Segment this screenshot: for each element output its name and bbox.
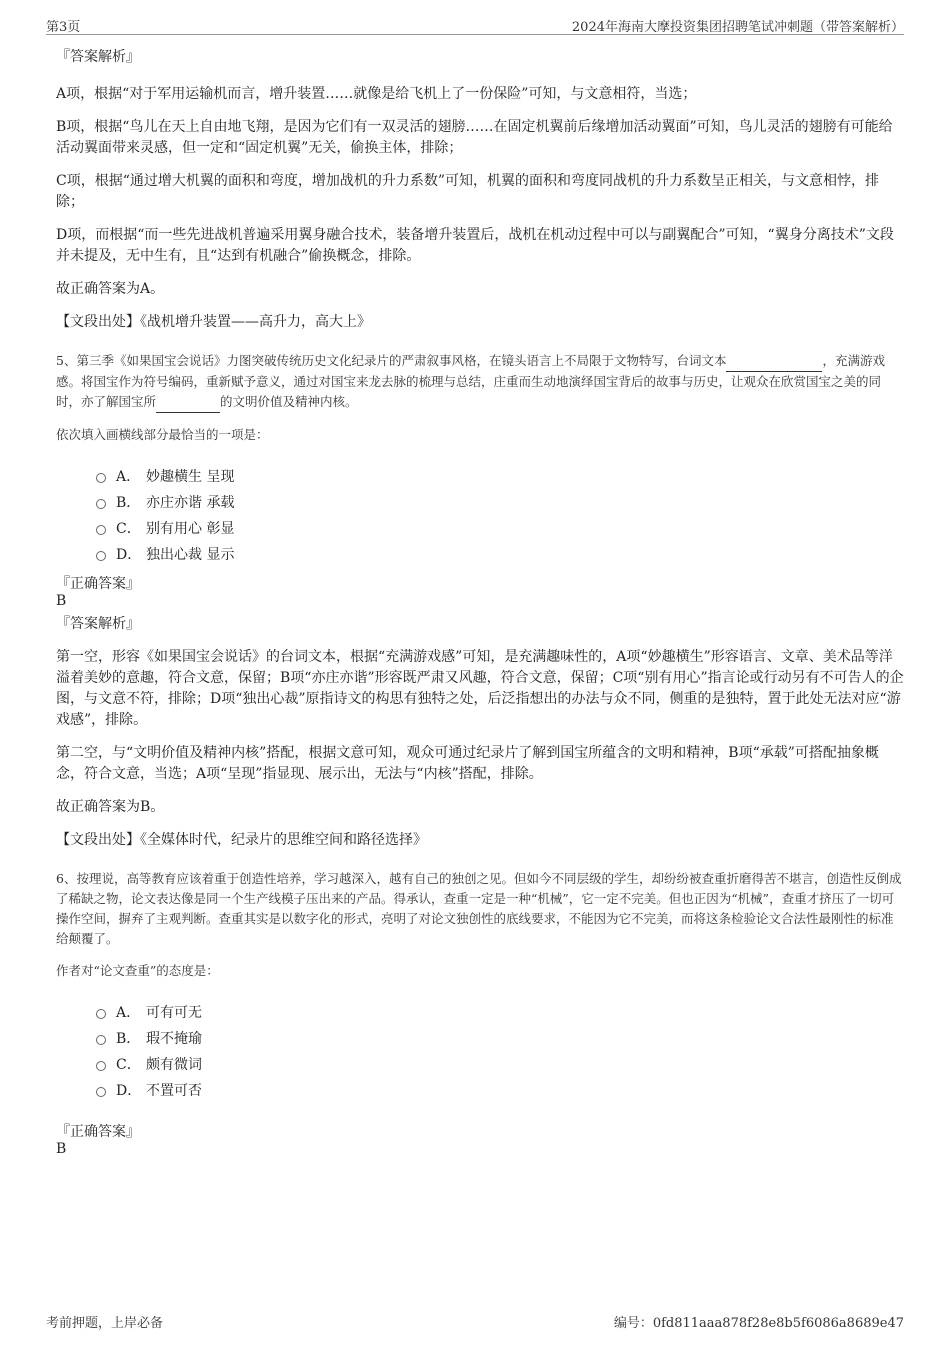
q5-source: 【文段出处】《全媒体时代，纪录片的思维空间和路径选择》 (56, 832, 427, 848)
q5-analysis-label: 『答案解析』 (56, 616, 140, 632)
q4-analysis-d: D项，而根据“而一些先进战机普遍采用翼身融合技术，装备增升装置后，战机在机动过程中可以与副翼配合”可知，“翼身分离技术”文段并未提及，无中生有，且“达到有机融合”偷换概念，排除。 (56, 227, 894, 264)
q6-answer-label: 『正确答案』 (56, 1124, 140, 1140)
q6-option-a[interactable]: A． 可有可无 (96, 999, 904, 1025)
radio-icon[interactable] (96, 525, 106, 535)
q5-option-c[interactable]: C． 别有用心 彰显 (96, 515, 904, 541)
q5-option-a[interactable]: A． 妙趣横生 呈现 (96, 463, 904, 489)
q5-answer: B (56, 593, 67, 609)
q4-analysis-b: B项，根据“鸟儿在天上自由地飞翔，是因为它们有一双灵活的翅膀……在固定机翼前后缘增加活动翼面”可知，鸟儿灵活的翅膀有可能给活动翼面带来灵感，但一定和“固定机翼”无关，偷换主体，排除； (56, 119, 893, 156)
q4-conclusion: 故正确答案为A。 (56, 281, 165, 297)
q5-conclusion: 故正确答案为B。 (56, 799, 165, 815)
document-id: 编号：0fd811aaa878f28e8b5f6086a8689e47 (613, 1316, 904, 1331)
page-number: 第3页 (46, 20, 81, 35)
q4-analysis-a: A项，根据“对于军用运输机而言，增升装置……就像是给飞机上了一份保险”可知，与文意相符，当选； (56, 86, 697, 102)
radio-icon[interactable] (96, 551, 106, 561)
q5-stem-part1: 5、第三季《如果国宝会说话》力图突破传统历史文化纪录片的严肃叙事风格，在镜头语言上不局限于文物特写，台词文本 (56, 353, 727, 368)
radio-icon[interactable] (96, 499, 106, 509)
q5-options (96, 463, 904, 567)
page-footer (46, 1312, 904, 1330)
document-title: 2024年海南大摩投资集团招聘笔试冲刺题（带答案解析） (571, 20, 904, 35)
q6-stem: 6、按理说，高等教育应该着重于创造性培养，学习越深入，越有自己的独创之见。但如今不同层级的学生，却纷纷被查重折磨得苦不堪言，创造性反倒成了稀缺之物，论文表达像是同一个生产线模子压出来的产品。得承认，查重一定是一种“机械”，它一定不完美。但也正因为“机械”，查重才挤压了一切可操作空间，摒弃了主观判断。查重其实是以数字化的形式，亮明了对论文独创性的底线要求，不能因为它不完美，而将这条检验论文合法性最刚性的标准给颠覆了。 (56, 871, 902, 946)
q4-analysis-c: C项，根据“通过增大机翼的面积和弯度，增加战机的升力系数”可知，机翼的面积和弯度同战机的升力系数呈正相关，与文意相悖，排除； (56, 173, 880, 210)
q4-analysis-label: 『答案解析』 (56, 49, 140, 65)
q4-source: 【文段出处】《战机增升装置——高升力，高大上》 (56, 314, 371, 330)
radio-icon[interactable] (96, 473, 106, 483)
q6-option-d[interactable]: D． 不置可否 (96, 1077, 904, 1103)
q5-stem (56, 351, 904, 413)
radio-icon[interactable] (96, 1061, 106, 1071)
q6-option-c[interactable]: C． 颇有微词 (96, 1051, 904, 1077)
q5-prompt: 依次填入画横线部分最恰当的一项是： (56, 427, 269, 442)
q5-stem-part3: 的文明价值及精神内核。 (220, 394, 358, 409)
q5-blank-2 (156, 392, 220, 413)
q6-option-b[interactable]: B． 瑕不掩瑜 (96, 1025, 904, 1051)
page-content (56, 46, 904, 1161)
footer-slogan: 考前押题，上岸必备 (46, 1316, 164, 1331)
q6-prompt: 作者对“论文查重”的态度是： (56, 963, 219, 978)
radio-icon[interactable] (96, 1087, 106, 1097)
q5-option-d[interactable]: D． 独出心裁 显示 (96, 541, 904, 567)
page-header (46, 14, 904, 35)
q5-blank-1 (726, 351, 822, 372)
q6-options (96, 999, 904, 1103)
q5-stem-part2: ，充满游戏感。将国宝作为符号编码，重新赋予意义，通过对国宝来龙去脉的梳理与总结，庄重而生动地演绎国宝背后的故事与历史，让观众在欣赏国宝之美的同时，亦了解国宝所 (56, 353, 885, 409)
radio-icon[interactable] (96, 1009, 106, 1019)
q5-analysis-2: 第二空，与“文明价值及精神内核”搭配，根据文意可知，观众可通过纪录片了解到国宝所蕴含的文明和精神，B项“承载”可搭配抽象概念，符合文意，当选；A项“呈现”指显现、展示出，无法与“内核”搭配，排除。 (56, 745, 879, 782)
q5-answer-label: 『正确答案』 (56, 576, 140, 592)
q5-analysis-1: 第一空，形容《如果国宝会说话》的台词文本，根据“充满游戏感”可知，是充满趣味性的，A项“妙趣横生”形容语言、文章、美术品等洋溢着美妙的意趣，符合文意，保留；B项“亦庄亦谐”形容既严肃又风趣，符合文意，保留；C项“别有用心”指言论或行动另有不可告人的企图，与文意不符，排除；D项“独出心裁”原指诗文的构思有独特之处，后泛指想出的办法与众不同，侧重的是独特，置于此处无法对应“游戏感”，排除。 (56, 649, 904, 728)
q5-option-b[interactable]: B． 亦庄亦谐 承载 (96, 489, 904, 515)
radio-icon[interactable] (96, 1035, 106, 1045)
q6-answer: B (56, 1141, 67, 1157)
